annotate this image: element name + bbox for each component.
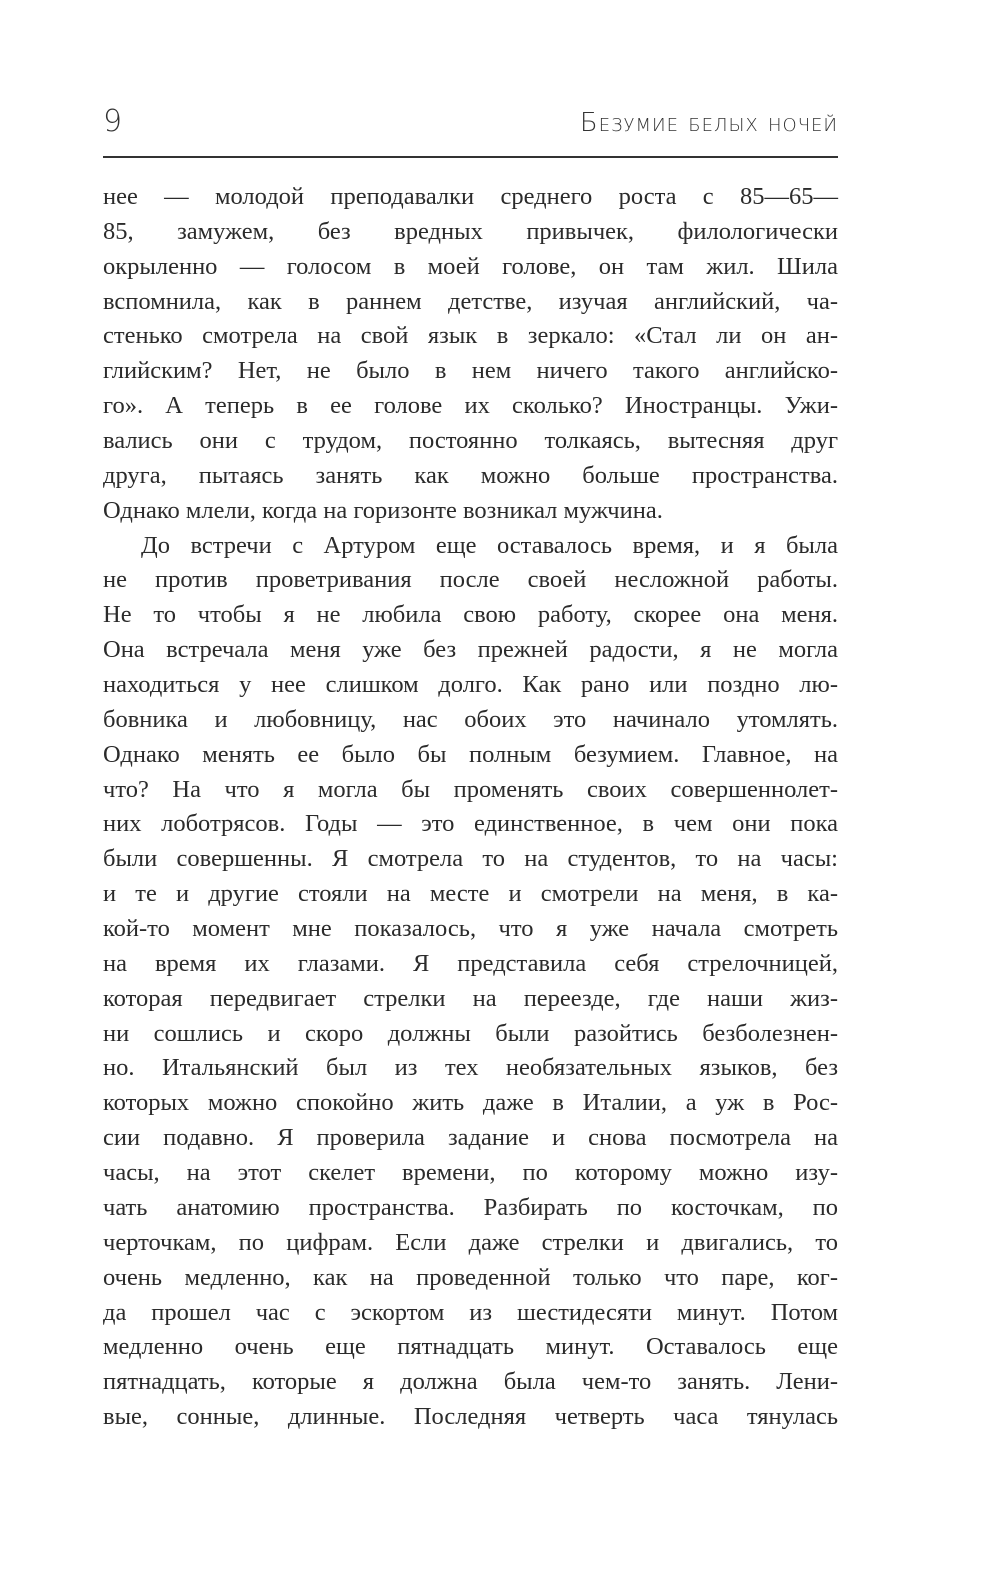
text-line: да прошел час с эскортом из шестидесяти минут. Потом <box>103 1298 838 1326</box>
page-number: 9 <box>103 104 123 139</box>
text-line: Не то чтобы я не любила свою работу, скорее она меня. <box>103 601 838 629</box>
running-title: Безумие белых ночей <box>579 108 838 138</box>
text-line: не против проветривания после своей несложной работы. <box>103 566 838 594</box>
text-line: которых можно спокойно жить даже в Италии, а уж в Рос- <box>103 1089 838 1117</box>
paragraph <box>103 180 838 529</box>
text-line: нее — молодой преподавалки среднего роста с 85—65— <box>103 183 838 210</box>
text-line: го». А теперь в ее голове их сколько? Иностранцы. Ужи- <box>103 392 838 420</box>
text-line: друга, пытаясь занять как можно больше пространства. <box>103 461 838 489</box>
text-line: но. Итальянский был из тех необязательных языков, без <box>103 1054 838 1082</box>
text-line: них лоботрясов. Годы — это единственное, в чем они пока <box>103 810 838 838</box>
text-line: Однако менять ее было бы полным безумием. Главное, на <box>103 740 838 768</box>
text-line: находиться у нее слишком долго. Как рано или поздно лю- <box>103 671 838 699</box>
text-line: Она встречала меня уже без прежней радости, я не могла <box>103 636 838 664</box>
text-line: вались они с трудом, постоянно толкаясь, вытесняя друг <box>103 427 838 455</box>
text-line: которая передвигает стрелки на переезде, где наши жиз- <box>103 984 838 1012</box>
text-line: вспомнила, как в раннем детстве, изучая английский, ча- <box>103 287 838 315</box>
text-line: черточкам, по цифрам. Если даже стрелки и двигались, то <box>103 1228 838 1256</box>
text-line: на время их глазами. Я представила себя стрелочницей, <box>103 949 838 977</box>
text-line: чать анатомию пространства. Разбирать по косточкам, по <box>103 1193 838 1221</box>
text-line: окрыленно — голосом в моей голове, он там жил. Шила <box>103 252 838 280</box>
text-line: пятнадцать, которые я должна была чем-то занять. Лени- <box>103 1368 838 1396</box>
text-line: часы, на этот скелет времени, по которому можно изу- <box>103 1159 838 1187</box>
page-header <box>103 104 838 148</box>
paragraph <box>103 529 838 1435</box>
text-line: что? На что я могла бы променять своих совершеннолет- <box>103 775 838 803</box>
page-body <box>103 180 838 1435</box>
text-line: глийским? Нет, не было в нем ничего такого английско- <box>103 357 838 385</box>
text-line: кой-то момент мне показалось, что я уже начала смотреть <box>103 915 838 943</box>
text-line: бовника и любовницу, нас обоих это начинало утомлять. <box>103 705 838 733</box>
text-line: стенько смотрела на свой язык в зеркало: «Стал ли он ан- <box>103 322 838 350</box>
text-line: 85, замужем, без вредных привычек, филологически <box>103 217 838 245</box>
text-line: ни сошлись и скоро должны были разойтись безболезнен- <box>103 1019 838 1047</box>
text-line: вые, сонные, длинные. Последняя четверть часа тянулась <box>103 1403 838 1431</box>
text-line: и те и другие стояли на месте и смотрели на меня, в ка- <box>103 880 838 908</box>
text-line: очень медленно, как на проведенной только что паре, ког- <box>103 1263 838 1291</box>
header-rule <box>103 156 838 158</box>
text-line: были совершенны. Я смотрела то на студентов, то на часы: <box>103 845 838 873</box>
text-line: Однако млели, когда на горизонте возникал мужчина. <box>103 496 663 524</box>
text-line: медленно очень еще пятнадцать минут. Оставалось еще <box>103 1333 838 1361</box>
text-line: сии подавно. Я проверила задание и снова посмотрела на <box>103 1124 838 1152</box>
text-line: До встречи с Артуром еще оставалось время, и я была <box>141 531 838 559</box>
